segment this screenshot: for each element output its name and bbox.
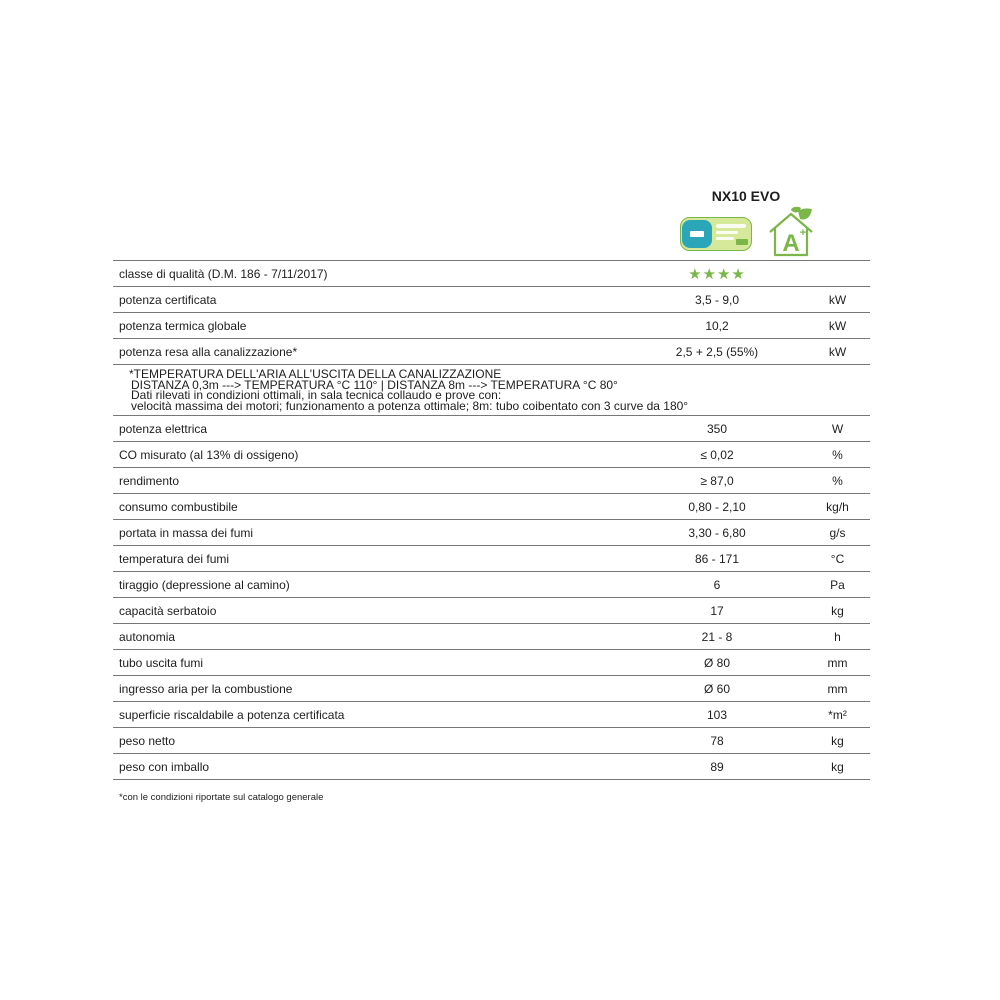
table-row	[113, 442, 870, 468]
note-line: Dati rilevati in condizioni ottimali, in sala tecnica collaudo e prove con:	[131, 388, 502, 403]
row-value: 350	[629, 416, 805, 442]
row-unit: kg	[805, 728, 870, 754]
row-unit: mm	[805, 676, 870, 702]
row-unit: kW	[805, 339, 870, 365]
row-value: 0,80 - 2,10	[629, 494, 805, 520]
row-value: 3,30 - 6,80	[629, 520, 805, 546]
row-label: temperatura dei fumi	[113, 546, 629, 572]
row-unit: kW	[805, 313, 870, 339]
row-unit: %	[805, 442, 870, 468]
row-value: 17	[629, 598, 805, 624]
note-line: *TEMPERATURA DELL'ARIA ALL'USCITA DELLA CANALIZZAZIONE	[129, 367, 502, 381]
note-row	[113, 365, 870, 416]
row-label: potenza certificata	[113, 287, 629, 313]
row-label: tubo uscita fumi	[113, 650, 629, 676]
table-row	[113, 546, 870, 572]
row-label: portata in massa dei fumi	[113, 520, 629, 546]
row-unit: *m²	[805, 702, 870, 728]
row-value: 6	[629, 572, 805, 598]
row-label: potenza elettrica	[113, 416, 629, 442]
row-unit: kW	[805, 287, 870, 313]
row-unit: W	[805, 416, 870, 442]
table-row	[113, 520, 870, 546]
table-row	[113, 624, 870, 650]
product-title: NX10 EVO	[711, 188, 781, 204]
row-label: ingresso aria per la combustione	[113, 676, 629, 702]
table-row	[113, 494, 870, 520]
row-value: 78	[629, 728, 805, 754]
table-row	[113, 572, 870, 598]
row-unit: mm	[805, 650, 870, 676]
row-value: 103	[629, 702, 805, 728]
spec-table	[113, 260, 870, 780]
row-value: 10,2	[629, 313, 805, 339]
row-label: peso netto	[113, 728, 629, 754]
row-label: potenza termica globale	[113, 313, 629, 339]
table-row	[113, 728, 870, 754]
row-label: capacità serbatoio	[113, 598, 629, 624]
note-line: velocità massima dei motori; funzionamento a potenza ottimale; 8m: tubo coibentato con 3 curve da 180°	[131, 398, 689, 413]
row-label: superficie riscaldabile a potenza certificata	[113, 702, 629, 728]
row-value: 86 - 171	[629, 546, 805, 572]
energy-grade-text: A	[782, 230, 800, 257]
table-row	[113, 468, 870, 494]
row-label: rendimento	[113, 468, 629, 494]
row-unit: h	[805, 624, 870, 650]
table-row	[113, 598, 870, 624]
row-label: consumo combustibile	[113, 494, 629, 520]
row-label: CO misurato (al 13% di ossigeno)	[113, 442, 629, 468]
row-unit: kg	[805, 598, 870, 624]
row-value: ≥ 87,0	[629, 468, 805, 494]
table-row	[113, 650, 870, 676]
quality-certificate-badge	[680, 217, 752, 251]
row-label: peso con imballo	[113, 754, 629, 780]
row-unit: Pa	[805, 572, 870, 598]
row-label: potenza resa alla canalizzazione*	[113, 339, 629, 365]
row-label: tiraggio (depressione al camino)	[113, 572, 629, 598]
row-unit: kg/h	[805, 494, 870, 520]
table-row	[113, 754, 870, 780]
table-row	[113, 287, 870, 313]
row-label: autonomia	[113, 624, 629, 650]
row-value: ≤ 0,02	[629, 442, 805, 468]
row-label: classe di qualità (D.M. 186 - 7/11/2017)	[113, 261, 629, 287]
table-row	[113, 676, 870, 702]
row-unit: g/s	[805, 520, 870, 546]
row-value: Ø 80	[629, 650, 805, 676]
row-unit: %	[805, 468, 870, 494]
energy-class-house-icon	[764, 206, 818, 258]
row-value: 3,5 - 9,0	[629, 287, 805, 313]
row-unit: °C	[805, 546, 870, 572]
quality-stars-icon: ★★★★	[688, 265, 746, 283]
row-value: 2,5 + 2,5 (55%)	[629, 339, 805, 365]
table-row	[113, 702, 870, 728]
table-row	[113, 416, 870, 442]
canalization-note	[113, 365, 870, 416]
row-value: Ø 60	[629, 676, 805, 702]
table-row	[113, 339, 870, 365]
row-unit: kg	[805, 754, 870, 780]
row-value: 21 - 8	[629, 624, 805, 650]
table-row	[113, 261, 870, 287]
row-value: 89	[629, 754, 805, 780]
energy-grade-plus: +	[799, 227, 807, 239]
table-row	[113, 313, 870, 339]
note-line: DISTANZA 0,3m ---> TEMPERATURA °C 110° | DISTANZA 8m ---> TEMPERATURA °C 80°	[131, 377, 618, 392]
footnote: *con le condizioni riportate sul catalogo generale	[119, 792, 324, 803]
